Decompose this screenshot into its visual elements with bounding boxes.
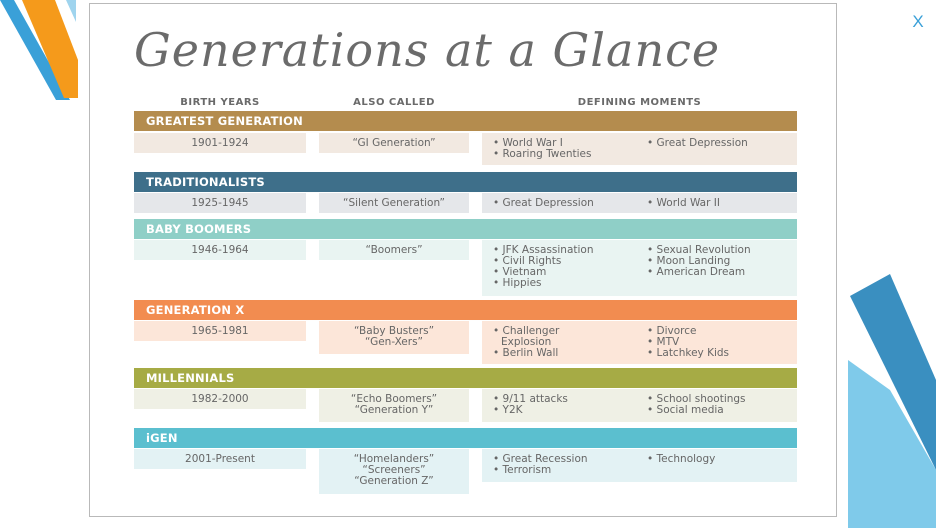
moments-traditionalists — [482, 193, 797, 213]
moment-item: • Civil Rights — [493, 255, 562, 267]
moment-item: • World War II — [647, 197, 720, 209]
generation-bar-traditionalists: TRADITIONALISTS — [134, 172, 797, 192]
moment-item: • World War I — [493, 137, 563, 149]
aka-line: “Baby Busters” — [353, 325, 435, 337]
moments-baby-boomers — [482, 240, 797, 296]
moment-item: • Berlin Wall — [493, 347, 559, 359]
decorative-stripes-bottom-right — [846, 270, 936, 528]
also-called-baby-boomers — [319, 240, 469, 260]
also-called-millennials — [319, 389, 469, 422]
birth-years-generation-x: 1965-1981 — [134, 321, 306, 341]
moment-item: • School shootings — [647, 393, 746, 405]
generation-bar-baby-boomers: BABY BOOMERS — [134, 219, 797, 239]
moments-igen — [482, 449, 797, 482]
moment-item: • Technology — [647, 453, 716, 465]
birth-years-millennials: 1982-2000 — [134, 389, 306, 409]
also-called-greatest — [319, 133, 469, 153]
header-defining-moments: DEFINING MOMENTS — [577, 97, 702, 108]
moment-item: • Social media — [647, 404, 724, 416]
generations-infographic — [89, 3, 837, 517]
birth-years-baby-boomers: 1946-1964 — [134, 240, 306, 260]
close-button[interactable]: X — [912, 12, 924, 31]
also-called-generation-x — [319, 321, 469, 354]
aka-line: “Gen-Xers” — [365, 336, 423, 348]
aka-line: “Homelanders” — [353, 453, 435, 465]
also-called-traditionalists — [319, 193, 469, 213]
moment-item: • Great Depression — [493, 197, 594, 209]
moment-item: • Great Depression — [647, 137, 748, 149]
moment-item: • 9/11 attacks — [493, 393, 568, 405]
generation-bar-igen: iGEN — [134, 428, 797, 448]
moments-generation-x — [482, 321, 797, 364]
aka-line: “GI Generation” — [352, 137, 436, 149]
moment-item: • JFK Assassination — [493, 244, 594, 256]
moment-item: • MTV — [647, 336, 680, 348]
aka-line: “Echo Boomers” — [350, 393, 438, 405]
moment-item: • Roaring Twenties — [493, 148, 592, 160]
decorative-stripes-top-left — [0, 0, 80, 100]
moments-millennials — [482, 389, 797, 422]
moment-item: • Great Recession — [493, 453, 588, 465]
moment-item: • Moon Landing — [647, 255, 731, 267]
moment-item: • American Dream — [647, 266, 746, 278]
aka-line: “Generation Y” — [354, 404, 434, 416]
birth-years-traditionalists: 1925-1945 — [134, 193, 306, 213]
moment-item: • Vietnam — [493, 266, 547, 278]
moment-item: • Terrorism — [493, 464, 552, 476]
aka-line: “Silent Generation” — [343, 197, 445, 209]
moment-item: • Latchkey Kids — [647, 347, 730, 359]
moment-item: • Hippies — [493, 277, 542, 289]
generation-bar-millennials: MILLENNIALS — [134, 368, 797, 388]
moment-item: • Divorce — [647, 325, 697, 337]
header-also-called: ALSO CALLED — [353, 97, 435, 108]
moment-item: • Challenger — [493, 325, 560, 337]
aka-line: “Boomers” — [365, 244, 423, 256]
moments-greatest — [482, 133, 797, 165]
moment-item: • Y2K — [493, 404, 523, 416]
birth-years-igen: 2001-Present — [134, 449, 306, 469]
header-birth-years: BIRTH YEARS — [180, 97, 260, 108]
also-called-igen — [319, 449, 469, 494]
aka-line: “Screeners” — [362, 464, 426, 476]
birth-years-greatest: 1901-1924 — [134, 133, 306, 153]
generation-bar-generation-x: GENERATION X — [134, 300, 797, 320]
moment-item: Explosion — [501, 336, 552, 348]
page-title: Generations at a Glance — [134, 23, 721, 77]
aka-line: “Generation Z” — [354, 475, 434, 487]
generation-bar-greatest: GREATEST GENERATION — [134, 111, 797, 131]
moment-item: • Sexual Revolution — [647, 244, 751, 256]
